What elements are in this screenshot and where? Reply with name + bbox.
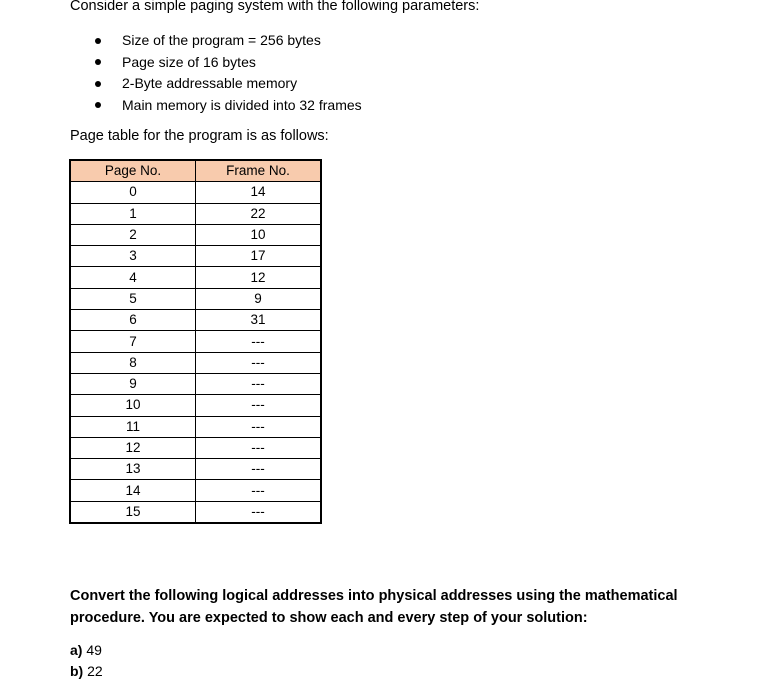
page-cell: 14: [70, 480, 196, 501]
list-item: [70, 661, 103, 682]
bullet-dot-icon: [95, 38, 101, 44]
table-row: [70, 203, 321, 224]
bullet-dot-icon: [95, 59, 101, 65]
frame-cell: ---: [196, 459, 322, 480]
bullet-dot-icon: [95, 102, 101, 108]
table-row: [70, 246, 321, 267]
page-cell: 4: [70, 267, 196, 288]
frame-cell: ---: [196, 395, 322, 416]
page-cell: 15: [70, 501, 196, 523]
frame-cell: 22: [196, 203, 322, 224]
bullet-dot-icon: [95, 81, 101, 87]
table-row: [70, 501, 321, 523]
page-cell: 1: [70, 203, 196, 224]
list-item: [95, 52, 362, 74]
list-item: [95, 73, 362, 95]
page-table: [69, 159, 322, 524]
frame-cell: ---: [196, 501, 322, 523]
frame-cell: 17: [196, 246, 322, 267]
frame-cell: ---: [196, 352, 322, 373]
list-item: [70, 640, 103, 661]
list-item: [95, 30, 362, 52]
page-cell: 3: [70, 246, 196, 267]
page-cell: 11: [70, 416, 196, 437]
address-value: 49: [86, 642, 102, 658]
header-frame-no: Frame No.: [196, 160, 322, 182]
intro-text: Consider a simple paging system with the following parameters:: [70, 0, 480, 14]
table-row: [70, 310, 321, 331]
header-page-no: Page No.: [70, 160, 196, 182]
frame-cell: 9: [196, 288, 322, 309]
frame-cell: 14: [196, 182, 322, 203]
parameter-text: Main memory is divided into 32 frames: [122, 96, 362, 113]
frame-cell: ---: [196, 331, 322, 352]
page-cell: 9: [70, 373, 196, 394]
address-list: [70, 640, 103, 682]
table-row: [70, 480, 321, 501]
parameter-text: 2-Byte addressable memory: [122, 75, 298, 91]
table-row: [70, 416, 321, 437]
table-row: [70, 437, 321, 458]
frame-cell: 10: [196, 224, 322, 245]
table-row: [70, 331, 321, 352]
frame-cell: 12: [196, 267, 322, 288]
frame-cell: ---: [196, 373, 322, 394]
table-row: [70, 373, 321, 394]
table-row: [70, 395, 321, 416]
parameter-text: Size of the program = 256 bytes: [122, 32, 321, 48]
question-text: Convert the following logical addresses into physical addresses using the mathematical procedure. You are expected to show each and every step of your solution:: [70, 588, 678, 626]
table-row: [70, 267, 321, 288]
table-row: [70, 182, 321, 203]
page-cell: 7: [70, 331, 196, 352]
frame-cell: ---: [196, 437, 322, 458]
page-cell: 13: [70, 459, 196, 480]
address-value: 22: [87, 663, 103, 679]
page-cell: 6: [70, 310, 196, 331]
table-row: [70, 352, 321, 373]
page-cell: 2: [70, 224, 196, 245]
table-header-row: [70, 160, 321, 182]
frame-cell: ---: [196, 480, 322, 501]
page-cell: 12: [70, 437, 196, 458]
page-cell: 5: [70, 288, 196, 309]
table-row: [70, 288, 321, 309]
address-label: b): [70, 663, 84, 679]
page-cell: 10: [70, 395, 196, 416]
parameter-list: [95, 30, 362, 116]
table-caption: Page table for the program is as follows:: [70, 128, 329, 144]
list-item: [95, 95, 362, 117]
frame-cell: 31: [196, 310, 322, 331]
page-cell: 0: [70, 182, 196, 203]
table-row: [70, 224, 321, 245]
frame-cell: ---: [196, 416, 322, 437]
parameter-text: Page size of 16 bytes: [122, 53, 256, 70]
table-row: [70, 459, 321, 480]
address-label: a): [70, 642, 83, 658]
page-cell: 8: [70, 352, 196, 373]
